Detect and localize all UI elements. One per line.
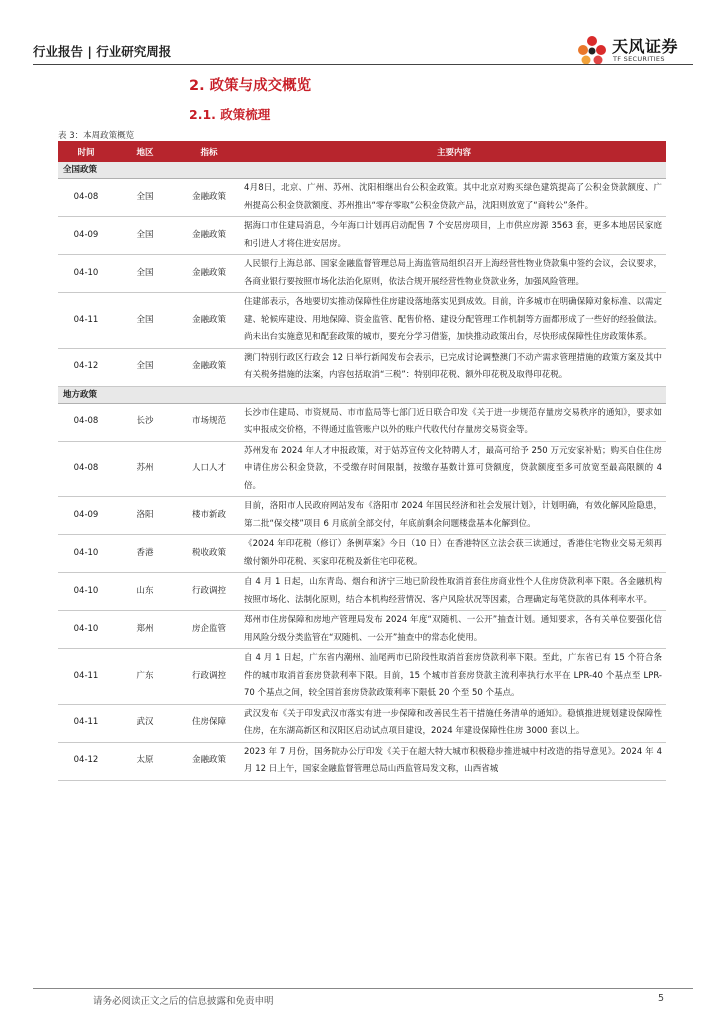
date-cell: 04-09 <box>58 497 114 535</box>
region-cell: 武汉 <box>114 704 176 742</box>
section-row-national <box>58 162 666 179</box>
logo-flower-icon <box>574 32 610 68</box>
section-heading: 2. 政策与成交概览 <box>189 78 312 94</box>
date-cell: 04-10 <box>58 573 114 611</box>
table-row <box>58 573 666 611</box>
indicator-cell: 住房保障 <box>176 704 242 742</box>
region-cell: 全国 <box>114 348 176 386</box>
section-label: 地方政策 <box>58 386 666 403</box>
indicator-cell: 金融政策 <box>176 742 242 780</box>
col-header-content: 主要内容 <box>242 141 666 162</box>
indicator-cell: 行政调控 <box>176 649 242 705</box>
report-type-label: 行业报告 | 行业研究周报 <box>33 44 172 59</box>
date-cell: 04-10 <box>58 255 114 293</box>
content-cell: 《2024 年印花税（修订）条例草案》今日（10 日）在香港特区立法会获三读通过，香港住宅物业交易无须再缴付额外印花税、买家印花税及新住宅印花税。 <box>242 535 666 573</box>
table-row <box>58 403 666 441</box>
subsection-heading: 2.1. 政策梳理 <box>189 107 271 122</box>
date-cell: 04-08 <box>58 441 114 497</box>
content-cell: 自 4 月 1 日起，广东省内潮州、汕尾两市已阶段性取消首套房贷款利率下限。至此，广东省已有 15 个符合条件的城市取消首套房贷款利率下限。目前，15 个城市首套房贷款主流利率执行水平在 LPR-40 个基点至 LPR-70 个基点之间，较全国首套房贷款政策利率下限低 20 个至 50 个基点。 <box>242 649 666 705</box>
date-cell: 04-11 <box>58 649 114 705</box>
region-cell: 郑州 <box>114 611 176 649</box>
content-cell: 据海口市住建局消息，今年海口计划再启动配售 7 个安居房项目，上市供应房源 3563 套，更多本地居民家庭和引进人才将住进安居房。 <box>242 217 666 255</box>
content-cell: 武汉发布《关于印发武汉市落实有进一步保障和改善民生若干措施任务清单的通知》。稳慎推进规划建设保障性住房，在东湖高新区和汉阳区启动试点项目建设，2024 年建设保障性住房 3000 套以上。 <box>242 704 666 742</box>
header-divider <box>33 64 693 65</box>
indicator-cell: 金融政策 <box>176 348 242 386</box>
region-cell: 香港 <box>114 535 176 573</box>
logo-name-en: TF SECURITIES <box>613 55 665 63</box>
region-cell: 洛阳 <box>114 497 176 535</box>
region-cell: 全国 <box>114 293 176 349</box>
table-header-row <box>58 141 666 162</box>
table-row <box>58 611 666 649</box>
table-row <box>58 441 666 497</box>
indicator-cell: 人口人才 <box>176 441 242 497</box>
logo-name-cn: 天风证券 <box>612 37 679 56</box>
table-row <box>58 704 666 742</box>
indicator-cell: 税收政策 <box>176 535 242 573</box>
table-row <box>58 742 666 780</box>
content-cell: 郑州市住房保障和房地产管理局发布 2024 年度“双随机、一公开”抽查计划。通知要求，各有关单位要强化信用风险分级分类监管在“双随机、一公开”抽查中的常态化使用。 <box>242 611 666 649</box>
content-cell: 澳门特别行政区行政会 12 日举行新闻发布会表示，已完成讨论调整澳门不动产需求管理措施的政策方案及其中有关税务措施的法案，内容包括取消“三税”：特别印花税、额外印花税及取得印花税。 <box>242 348 666 386</box>
region-cell: 苏州 <box>114 441 176 497</box>
date-cell: 04-12 <box>58 348 114 386</box>
table-row <box>58 217 666 255</box>
date-cell: 04-08 <box>58 403 114 441</box>
date-cell: 04-11 <box>58 704 114 742</box>
indicator-cell: 金融政策 <box>176 217 242 255</box>
table-caption: 表 3：本周政策概览 <box>58 131 135 141</box>
table-row <box>58 535 666 573</box>
date-cell: 04-10 <box>58 611 114 649</box>
footer-divider <box>33 988 693 989</box>
policy-table <box>58 141 666 781</box>
date-cell: 04-09 <box>58 217 114 255</box>
content-cell: 自 4 月 1 日起，山东青岛、烟台和济宁三地已阶段性取消首套住房商业性个人住房贷款利率下限。各金融机构按照市场化、法制化原则，结合本机构经营情况、客户风险状况等因素，合理确定每笔贷款的具体利率水平。 <box>242 573 666 611</box>
section-row-local <box>58 386 666 403</box>
indicator-cell: 金融政策 <box>176 293 242 349</box>
date-cell: 04-10 <box>58 535 114 573</box>
content-cell: 2023 年 7 月份，国务院办公厅印发《关于在超大特大城市积极稳步推进城中村改造的指导意见》。2024 年 4 月 12 日上午，国家金融监督管理总局山西监管局发文称，山西省城 <box>242 742 666 780</box>
indicator-cell: 金融政策 <box>176 255 242 293</box>
date-cell: 04-08 <box>58 179 114 217</box>
indicator-cell: 行政调控 <box>176 573 242 611</box>
table-row <box>58 293 666 349</box>
region-cell: 太原 <box>114 742 176 780</box>
content-cell: 4月8日，北京、广州、苏州、沈阳相继出台公积金政策。其中北京对购买绿色建筑提高了公积金贷款额度、广州提高公积金贷款额度、苏州推出“零存零取”公积金贷款产品，沈阳则放宽了“商转公”条件。 <box>242 179 666 217</box>
date-cell: 04-11 <box>58 293 114 349</box>
col-header-indicator: 指标 <box>176 141 242 162</box>
region-cell: 全国 <box>114 255 176 293</box>
table-row <box>58 348 666 386</box>
table-row <box>58 649 666 705</box>
indicator-cell: 楼市新政 <box>176 497 242 535</box>
region-cell: 长沙 <box>114 403 176 441</box>
content-cell: 目前，洛阳市人民政府网站发布《洛阳市 2024 年国民经济和社会发展计划》，计划明确，有效化解风险隐患，第二批“保交楼”项目 6 月底前全部交付，年底前剩余问题楼盘基本化解到位。 <box>242 497 666 535</box>
page-number: 5 <box>658 993 665 1004</box>
date-cell: 04-12 <box>58 742 114 780</box>
region-cell: 广东 <box>114 649 176 705</box>
indicator-cell: 房企监管 <box>176 611 242 649</box>
content-cell: 住建部表示，各地要切实推动保障性住房建设落地落实见到成效。目前，许多城市在明确保障对象标准、以需定建、轮候库建设、用地保障、资金监管、配售价格、建设分配管理工作机制等方面都形成了一些好的经验做法。尚未出台实施意见和配套政策的城市，要充分学习借鉴，加快推动政策出台，尽快形成保障性住房政策体系。 <box>242 293 666 349</box>
col-header-region: 地区 <box>114 141 176 162</box>
region-cell: 全国 <box>114 217 176 255</box>
table-row <box>58 497 666 535</box>
region-cell: 全国 <box>114 179 176 217</box>
content-cell: 苏州发布 2024 年人才申报政策，对于姑苏宣传文化特聘人才，最高可给予 250 万元安家补贴；购买自住住房申请住房公积金贷款，不受缴存时间限制，按缴存基数计算可贷额度，贷款额度至多可放宽至最高限额的 4 倍。 <box>242 441 666 497</box>
table-row <box>58 179 666 217</box>
indicator-cell: 金融政策 <box>176 179 242 217</box>
content-cell: 长沙市住建局、市资规局、市市监局等七部门近日联合印发《关于进一步规范存量房交易秩序的通知》，要求如实申报成交价格，不得通过监管账户以外的账户代收代付存量房交易资金等。 <box>242 403 666 441</box>
indicator-cell: 市场规范 <box>176 403 242 441</box>
content-cell: 人民银行上海总部、国家金融监督管理总局上海监管局组织召开上海经营性物业贷款集中签约会议，会议要求，各商业银行要按照市场化法治化原则，依法合规开展经营性物业贷款业务，加强风险管理。 <box>242 255 666 293</box>
table-row <box>58 255 666 293</box>
col-header-date: 时间 <box>58 141 114 162</box>
section-label: 全国政策 <box>58 162 666 179</box>
disclaimer-text: 请务必阅读正文之后的信息披露和免责申明 <box>93 996 274 1007</box>
region-cell: 山东 <box>114 573 176 611</box>
